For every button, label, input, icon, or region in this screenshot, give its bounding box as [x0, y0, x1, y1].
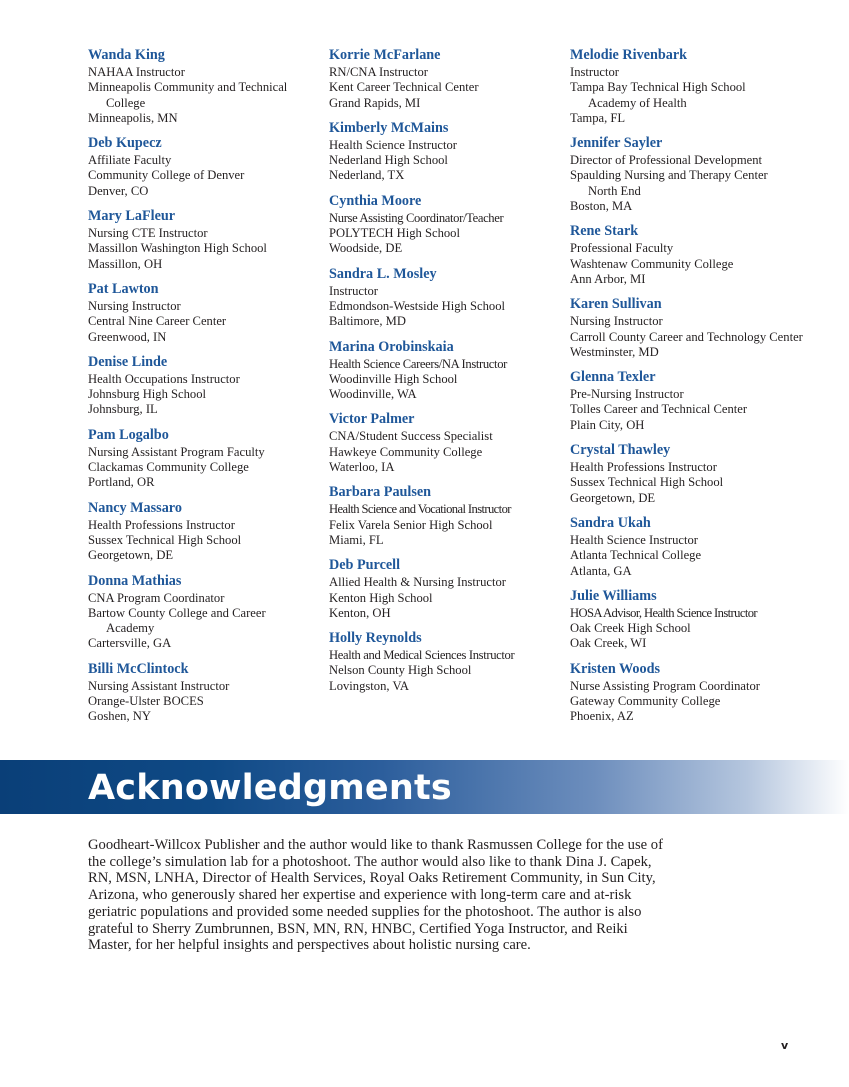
reviewer-title: Professional Faculty	[570, 241, 674, 256]
reviewer-location: Plain City, OH	[570, 417, 645, 432]
reviewer-institution: Community College of Denver	[88, 168, 245, 183]
reviewer-title: Nursing Assistant Instructor	[88, 678, 230, 693]
reviewer-title: Nurse Assisting Coordinator/Teacher	[329, 210, 504, 225]
reviewer-location: Oak Creek, WI	[570, 636, 647, 651]
reviewer-title: Nursing CTE Instructor	[88, 226, 208, 241]
reviewer-name: Deb Kupecz	[88, 135, 162, 152]
reviewer-location: Woodinville, WA	[329, 387, 417, 402]
reviewer-column-3	[570, 45, 803, 732]
reviewer-location: Miami, FL	[329, 532, 384, 547]
reviewer-institution: Edmondson-Westside High School	[329, 298, 505, 313]
reviewer-title: Allied Health & Nursing Instructor	[329, 575, 506, 590]
reviewer-location: Cartersville, GA	[88, 636, 172, 651]
reviewer-title: Health Science and Vocational Instructor	[329, 502, 511, 517]
reviewer-name: Korrie McFarlane	[329, 47, 441, 63]
reviewer-institution: Sussex Technical High School	[88, 532, 242, 547]
reviewer-entry	[329, 264, 559, 330]
reviewer-name: Denise Linde	[88, 353, 168, 370]
reviewer-location: Greenwood, IN	[88, 329, 167, 344]
reviewer-institution: Tolles Career and Technical Center	[570, 402, 748, 417]
reviewer-entry	[329, 555, 559, 621]
reviewer-name: Kristen Woods	[570, 660, 661, 677]
reviewer-location: Grand Rapids, MI	[329, 95, 421, 110]
reviewer-entry	[329, 191, 559, 257]
reviewer-entry	[88, 498, 318, 564]
reviewer-entry	[570, 367, 800, 433]
reviewer-title: Health Science Instructor	[570, 532, 698, 547]
reviewer-title: NAHAA Instructor	[88, 65, 185, 79]
reviewer-location: Minneapolis, MN	[88, 110, 178, 125]
reviewer-institution: Massillon Washington High School	[88, 241, 267, 256]
reviewer-institution: Nederland High School	[329, 153, 448, 168]
reviewer-entry	[88, 133, 318, 199]
acknowledgments-paragraph: Goodheart-Willcox Publisher and the author would like to thank Rasmussen College for the use of the college’s simulation lab for a photoshoot. The author would also like to thank Dina J. Capek, RN, MSN, LNHA, Director of Health Services, Royal Oaks Retirement Community, in Sun City, Arizona, who generously shared her expertise and experience with long-term care and at-risk geriatric populations and provided some needed supplies for the photoshoot. The author is also grateful to Sherry Zumbrunnen, BSN, MN, RN, HNBC, Certified Yoga Instructor, and Reiki Master, for her helpful insights and perspectives about holistic nursing care.	[88, 837, 663, 954]
reviewer-entry	[570, 45, 800, 126]
reviewer-entry	[88, 279, 318, 345]
reviewer-institution: Atlanta Technical College	[570, 548, 702, 563]
reviewer-entry	[329, 337, 559, 403]
reviewer-location: Tampa, FL	[570, 110, 626, 125]
reviewer-entry	[570, 221, 800, 287]
reviewer-title: Pre-Nursing Instructor	[570, 387, 684, 402]
reviewer-entry	[570, 659, 800, 725]
reviewer-entry	[329, 45, 559, 111]
reviewer-location: Boston, MA	[570, 199, 633, 214]
acknowledgments-banner	[0, 760, 849, 814]
reviewer-institution: Kent Career Technical Center	[329, 80, 479, 95]
reviewer-institution: Oak Creek High School	[570, 621, 691, 636]
reviewer-title: Health Science Instructor	[329, 137, 457, 152]
reviewer-institution: Hawkeye Community College	[329, 444, 483, 459]
reviewer-name: Wanda King	[88, 47, 165, 63]
reviewer-name: Kimberly McMains	[329, 119, 449, 136]
reviewer-location: Johnsburg, IL	[88, 402, 158, 417]
reviewer-title: Nursing Assistant Program Faculty	[88, 444, 265, 459]
reviewer-entry	[329, 118, 559, 184]
reviewer-entry	[88, 206, 318, 272]
reviewer-name: Melodie Rivenbark	[570, 47, 688, 63]
reviewer-title: HOSA Advisor, Health Science Instructor	[570, 605, 758, 620]
reviewer-entry	[329, 482, 559, 548]
reviewer-name: Glenna Texler	[570, 369, 656, 386]
reviewer-title: Nursing Instructor	[570, 314, 663, 329]
reviewer-entry	[88, 352, 318, 418]
acknowledgments-heading: Acknowledgments	[88, 768, 452, 808]
reviewer-location: Waterloo, IA	[329, 460, 395, 475]
reviewer-entry	[570, 513, 800, 579]
reviewer-institution: Carroll County Career and Technology Center	[570, 329, 803, 344]
reviewer-title: Health and Medical Sciences Instructor	[329, 648, 515, 663]
reviewer-title: Instructor	[329, 283, 378, 298]
reviewer-name: Donna Mathias	[88, 572, 182, 589]
reviewer-institution: Kenton High School	[329, 590, 433, 605]
reviewer-entry	[329, 409, 559, 475]
reviewer-name: Rene Stark	[570, 223, 639, 240]
reviewer-location: Baltimore, MD	[329, 314, 406, 329]
reviewer-institution: Woodinville High School	[329, 371, 458, 386]
reviewer-institution: Orange-Ulster BOCES	[88, 694, 204, 709]
reviewer-location: Phoenix, AZ	[570, 709, 634, 724]
reviewer-title: Affiliate Faculty	[88, 153, 172, 168]
reviewer-location: Ann Arbor, MI	[570, 271, 646, 286]
page-number: v	[781, 1039, 789, 1052]
reviewer-name: Billi McClintock	[88, 660, 189, 677]
reviewer-institution: Bartow County College and Career Academy	[88, 605, 266, 636]
reviewer-name: Julie Williams	[570, 587, 657, 604]
reviewer-column-2	[329, 45, 559, 701]
reviewer-location: Westminster, MD	[570, 344, 659, 359]
reviewer-institution: Spaulding Nursing and Therapy Center North End	[570, 168, 768, 198]
reviewer-location: Georgetown, DE	[88, 548, 174, 563]
reviewer-name: Deb Purcell	[329, 557, 401, 574]
reviewer-location: Nederland, TX	[329, 168, 405, 183]
reviewer-entry	[88, 45, 318, 126]
reviewer-name: Marina Orobinskaia	[329, 338, 454, 355]
reviewer-title: Instructor	[570, 65, 619, 79]
reviewer-institution: Tampa Bay Technical High School Academy of Health	[570, 80, 746, 110]
reviewer-location: Portland, OR	[88, 475, 155, 490]
reviewer-name: Nancy Massaro	[88, 499, 182, 516]
reviewer-institution: Sussex Technical High School	[570, 475, 724, 490]
reviewer-location: Woodside, DE	[329, 241, 403, 256]
reviewer-name: Crystal Thawley	[570, 442, 671, 459]
reviewer-title: CNA/Student Success Specialist	[329, 429, 493, 444]
reviewer-name: Pam Logalbo	[88, 426, 169, 443]
reviewer-entry	[570, 586, 800, 652]
reviewer-entry	[88, 571, 318, 652]
reviewer-institution: Gateway Community College	[570, 694, 721, 709]
reviewer-name: Sandra Ukah	[570, 514, 651, 531]
reviewer-column-1	[88, 45, 318, 732]
reviewer-entry	[570, 440, 800, 506]
reviewer-title: Nursing Instructor	[88, 298, 181, 313]
reviewer-title: CNA Program Coordinator	[88, 590, 225, 605]
reviewer-title: Health Science Careers/NA Instructor	[329, 356, 507, 371]
reviewer-location: Lovingston, VA	[329, 678, 410, 693]
reviewer-entry	[570, 133, 800, 214]
reviewer-location: Kenton, OH	[329, 605, 391, 620]
reviewer-entry	[329, 628, 559, 694]
reviewer-institution: POLYTECH High School	[329, 226, 460, 241]
reviewer-entry	[88, 659, 318, 725]
reviewer-title: Health Occupations Instructor	[88, 371, 240, 386]
reviewer-title: RN/CNA Instructor	[329, 65, 428, 79]
reviewer-institution: Clackamas Community College	[88, 460, 249, 475]
reviewer-name: Cynthia Moore	[329, 192, 422, 209]
reviewer-location: Goshen, NY	[88, 709, 151, 724]
reviewer-name: Sandra L. Mosley	[329, 265, 437, 282]
reviewer-location: Massillon, OH	[88, 256, 163, 271]
reviewer-name: Karen Sullivan	[570, 296, 662, 313]
reviewer-name: Mary LaFleur	[88, 208, 176, 225]
reviewer-name: Pat Lawton	[88, 280, 159, 297]
reviewer-institution: Nelson County High School	[329, 663, 472, 678]
reviewer-name: Victor Palmer	[329, 411, 415, 428]
reviewer-institution: Washtenaw Community College	[570, 256, 734, 271]
reviewer-title: Director of Professional Development	[570, 153, 762, 168]
reviewer-institution: Central Nine Career Center	[88, 314, 227, 329]
reviewer-name: Holly Reynolds	[329, 630, 422, 647]
reviewer-location: Denver, CO	[88, 183, 149, 198]
reviewer-title: Nurse Assisting Program Coordinator	[570, 678, 760, 693]
reviewer-name: Barbara Paulsen	[329, 484, 432, 501]
reviewer-entry	[570, 294, 803, 360]
reviewer-institution: Minneapolis Community and Technical College	[88, 80, 288, 110]
reviewer-location: Georgetown, DE	[570, 490, 656, 505]
reviewer-location: Atlanta, GA	[570, 563, 632, 578]
reviewer-title: Health Professions Instructor	[88, 517, 235, 532]
reviewer-institution: Johnsburg High School	[88, 387, 207, 402]
reviewer-title: Health Professions Instructor	[570, 460, 717, 475]
reviewer-institution: Felix Varela Senior High School	[329, 517, 493, 532]
reviewer-entry	[88, 425, 318, 491]
reviewer-name: Jennifer Sayler	[570, 135, 663, 152]
